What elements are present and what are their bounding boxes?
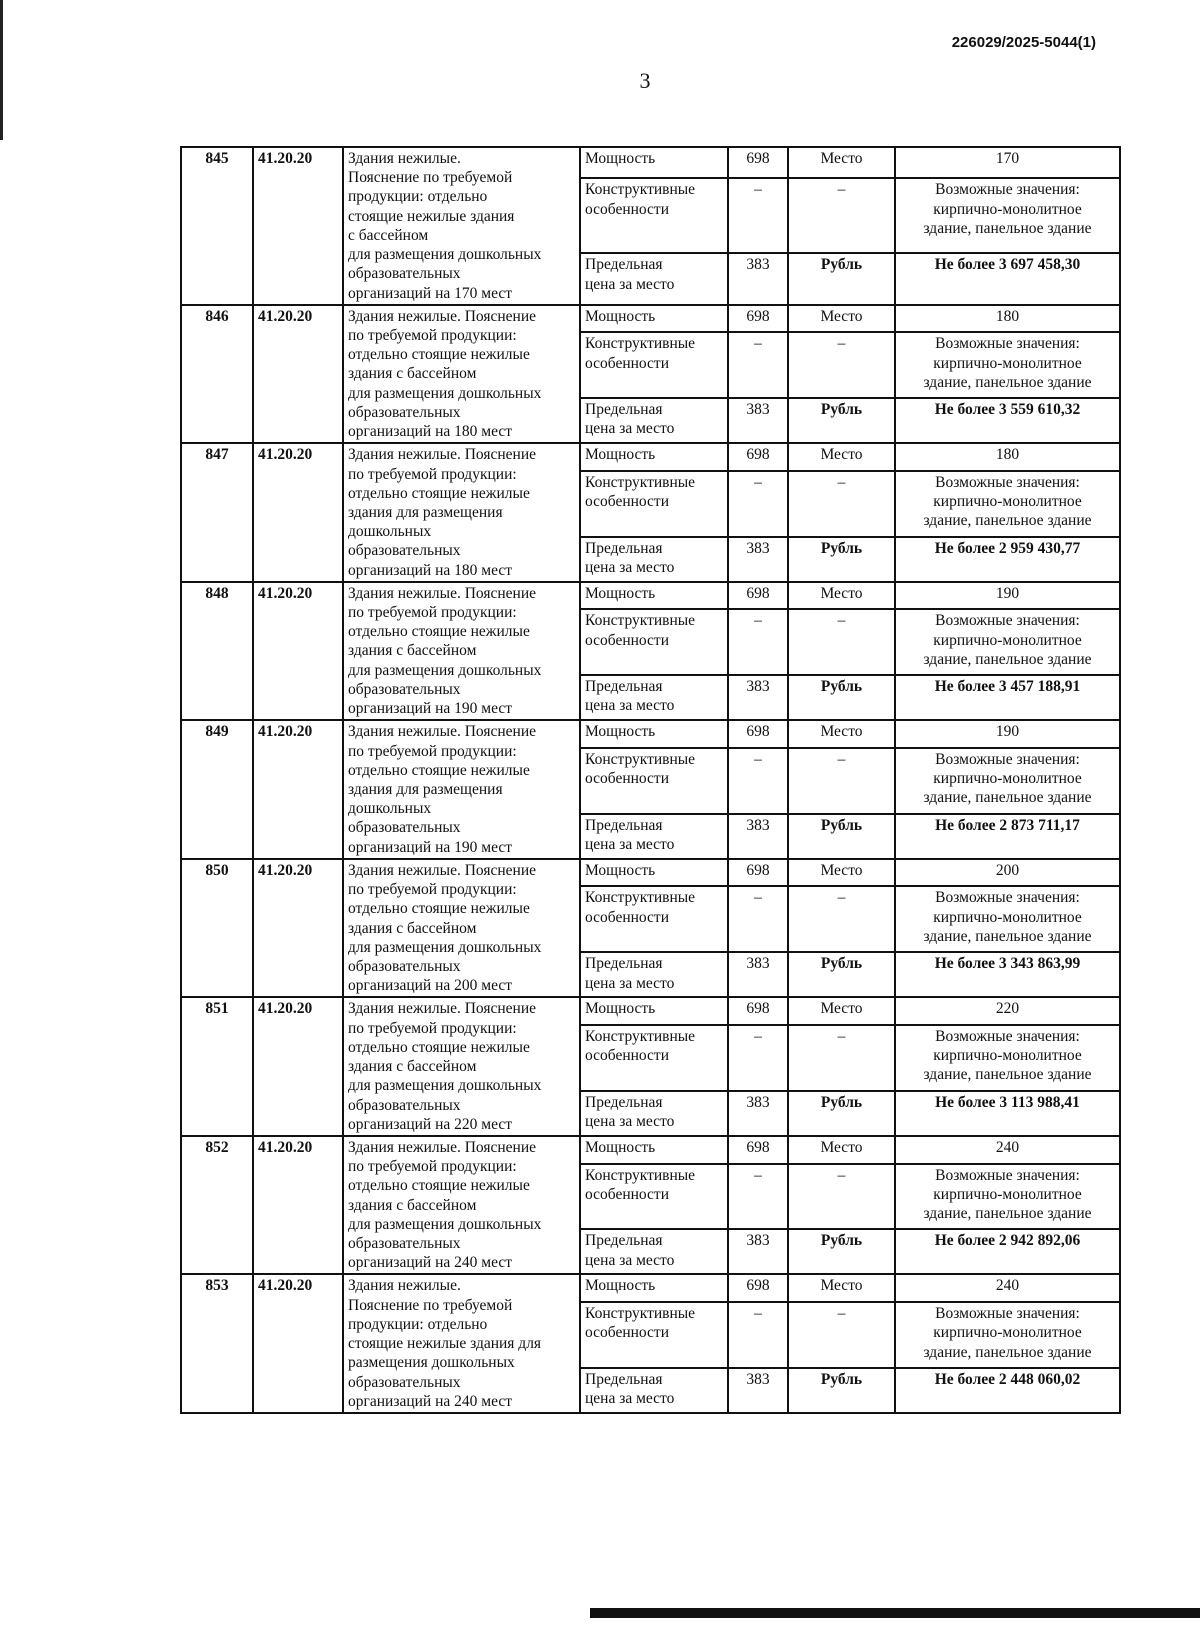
characteristic-value: Возможные значения: кирпично-монолитное здание, панельное здание: [895, 1025, 1120, 1091]
unit-code: –: [728, 886, 788, 952]
table-row: [181, 147, 1120, 178]
unit-name: Рубль: [788, 1229, 895, 1274]
characteristic-value: 180: [895, 443, 1120, 471]
okpd-code: 41.20.20: [253, 720, 343, 859]
unit-name: –: [788, 178, 895, 253]
characteristic-value: Возможные значения: кирпично-монолитное здание, панельное здание: [895, 178, 1120, 253]
unit-code: 698: [728, 305, 788, 333]
characteristic-name: Мощность: [580, 443, 728, 471]
characteristic-value: Возможные значения: кирпично-монолитное здание, панельное здание: [895, 886, 1120, 952]
characteristic-value: Не более 2 448 060,02: [895, 1368, 1120, 1413]
scan-edge-mark: [590, 1608, 1200, 1618]
product-description: Здания нежилые. Пояснение по требуемой продукции: отдельно стоящие нежилые здания с бассейном для размещения дошкольных образовательных организаций на 180 мест: [343, 305, 580, 444]
characteristic-value: 190: [895, 720, 1120, 748]
characteristic-name: Мощность: [580, 1274, 728, 1302]
characteristic-value: 180: [895, 305, 1120, 333]
unit-code: –: [728, 1164, 788, 1230]
unit-code: 383: [728, 1368, 788, 1413]
requirements-table: [180, 146, 1121, 1414]
unit-code: 383: [728, 814, 788, 859]
unit-code: –: [728, 471, 788, 537]
product-description: Здания нежилые. Пояснение по требуемой продукции: отдельно стоящие нежилые здания для размещения дошкольных образовательных организаций на 240 мест: [343, 1274, 580, 1413]
unit-code: 698: [728, 147, 788, 178]
okpd-code: 41.20.20: [253, 1136, 343, 1275]
characteristic-value: Не более 3 697 458,30: [895, 253, 1120, 304]
unit-code: 698: [728, 859, 788, 887]
characteristic-name: Мощность: [580, 859, 728, 887]
characteristic-name: Предельная цена за место: [580, 537, 728, 582]
characteristic-value: Возможные значения: кирпично-монолитное здание, панельное здание: [895, 1164, 1120, 1230]
unit-name: –: [788, 1302, 895, 1368]
okpd-code: 41.20.20: [253, 1274, 343, 1413]
characteristic-name: Предельная цена за место: [580, 952, 728, 997]
okpd-code: 41.20.20: [253, 997, 343, 1136]
characteristic-name: Конструктивные особенности: [580, 1164, 728, 1230]
unit-name: –: [788, 1025, 895, 1091]
characteristic-name: Предельная цена за место: [580, 1091, 728, 1136]
row-number: 852: [181, 1136, 253, 1275]
characteristic-name: Конструктивные особенности: [580, 178, 728, 253]
row-number: 848: [181, 582, 253, 721]
unit-name: Рубль: [788, 1368, 895, 1413]
unit-name: Место: [788, 997, 895, 1025]
product-description: Здания нежилые. Пояснение по требуемой продукции: отдельно стоящие нежилые здания с бассейном для размещения дошкольных образовательных организаций на 200 мест: [343, 859, 580, 998]
table-row: [181, 305, 1120, 333]
table-row: [181, 582, 1120, 610]
characteristic-value: Не более 2 959 430,77: [895, 537, 1120, 582]
unit-code: –: [728, 332, 788, 398]
table-row: [181, 997, 1120, 1025]
table-row: [181, 859, 1120, 887]
unit-code: 383: [728, 1091, 788, 1136]
characteristic-name: Предельная цена за место: [580, 253, 728, 304]
unit-name: Рубль: [788, 537, 895, 582]
unit-code: 698: [728, 1274, 788, 1302]
characteristic-value: Возможные значения: кирпично-монолитное здание, панельное здание: [895, 471, 1120, 537]
characteristic-name: Предельная цена за место: [580, 675, 728, 720]
unit-code: 383: [728, 253, 788, 304]
characteristic-name: Предельная цена за место: [580, 398, 728, 443]
table-row: [181, 1274, 1120, 1302]
product-description: Здания нежилые. Пояснение по требуемой продукции: отдельно стоящие нежилые здания с бассейном для размещения дошкольных образовательных организаций на 190 мест: [343, 582, 580, 721]
characteristic-value: 190: [895, 582, 1120, 610]
unit-code: 383: [728, 398, 788, 443]
product-description: Здания нежилые. Пояснение по требуемой продукции: отдельно стоящие нежилые здания с бассейном для размещения дошкольных образовательных организаций на 220 мест: [343, 997, 580, 1136]
characteristic-value: Не более 3 457 188,91: [895, 675, 1120, 720]
unit-code: 698: [728, 582, 788, 610]
row-number: 850: [181, 859, 253, 998]
characteristic-value: Возможные значения: кирпично-монолитное здание, панельное здание: [895, 332, 1120, 398]
characteristic-name: Предельная цена за место: [580, 1229, 728, 1274]
characteristic-value: Возможные значения: кирпично-монолитное здание, панельное здание: [895, 609, 1120, 675]
characteristic-name: Мощность: [580, 720, 728, 748]
unit-code: –: [728, 1302, 788, 1368]
document-id: 226029/2025-5044(1): [951, 34, 1096, 51]
characteristic-value: Возможные значения: кирпично-монолитное здание, панельное здание: [895, 1302, 1120, 1368]
row-number: 847: [181, 443, 253, 582]
row-number: 846: [181, 305, 253, 444]
unit-name: Рубль: [788, 398, 895, 443]
unit-name: Место: [788, 1136, 895, 1164]
characteristic-value: 220: [895, 997, 1120, 1025]
okpd-code: 41.20.20: [253, 443, 343, 582]
unit-name: Место: [788, 582, 895, 610]
characteristic-name: Конструктивные особенности: [580, 1302, 728, 1368]
characteristic-value: Не более 3 113 988,41: [895, 1091, 1120, 1136]
unit-name: Рубль: [788, 253, 895, 304]
unit-name: Место: [788, 720, 895, 748]
okpd-code: 41.20.20: [253, 859, 343, 998]
product-description: Здания нежилые. Пояснение по требуемой продукции: отдельно стоящие нежилые здания с бассейном для размещения дошкольных образовательных организаций на 240 мест: [343, 1136, 580, 1275]
characteristic-name: Конструктивные особенности: [580, 886, 728, 952]
unit-name: Место: [788, 1274, 895, 1302]
unit-name: –: [788, 609, 895, 675]
unit-code: 383: [728, 952, 788, 997]
table-row: [181, 443, 1120, 471]
unit-code: –: [728, 178, 788, 253]
characteristic-value: 170: [895, 147, 1120, 178]
unit-name: Рубль: [788, 1091, 895, 1136]
row-number: 851: [181, 997, 253, 1136]
unit-name: –: [788, 886, 895, 952]
characteristic-name: Мощность: [580, 305, 728, 333]
okpd-code: 41.20.20: [253, 305, 343, 444]
table-row: [181, 1136, 1120, 1164]
unit-name: Место: [788, 859, 895, 887]
characteristic-value: Не более 3 559 610,32: [895, 398, 1120, 443]
characteristic-name: Конструктивные особенности: [580, 332, 728, 398]
unit-code: 383: [728, 1229, 788, 1274]
characteristic-value: 240: [895, 1136, 1120, 1164]
characteristic-value: Не более 2 942 892,06: [895, 1229, 1120, 1274]
unit-code: –: [728, 1025, 788, 1091]
characteristic-name: Конструктивные особенности: [580, 1025, 728, 1091]
characteristic-value: Возможные значения: кирпично-монолитное здание, панельное здание: [895, 748, 1120, 814]
unit-name: –: [788, 1164, 895, 1230]
characteristic-name: Мощность: [580, 147, 728, 178]
page-number: 3: [639, 68, 651, 93]
row-number: 849: [181, 720, 253, 859]
characteristic-value: 200: [895, 859, 1120, 887]
characteristic-name: Конструктивные особенности: [580, 609, 728, 675]
product-description: Здания нежилые. Пояснение по требуемой продукции: отдельно стоящие нежилые здания для размещения дошкольных образовательных организаций на 190 мест: [343, 720, 580, 859]
row-number: 853: [181, 1274, 253, 1413]
unit-name: Место: [788, 305, 895, 333]
characteristic-value: 240: [895, 1274, 1120, 1302]
row-number: 845: [181, 147, 253, 305]
unit-name: –: [788, 748, 895, 814]
unit-code: –: [728, 609, 788, 675]
okpd-code: 41.20.20: [253, 582, 343, 721]
unit-code: 698: [728, 1136, 788, 1164]
unit-code: –: [728, 748, 788, 814]
unit-name: Место: [788, 147, 895, 178]
okpd-code: 41.20.20: [253, 147, 343, 305]
product-description: Здания нежилые. Пояснение по требуемой продукции: отдельно стоящие нежилые здания с бассейном для размещения дошкольных образовательных организаций на 170 мест: [343, 147, 580, 305]
unit-name: –: [788, 471, 895, 537]
characteristic-name: Предельная цена за место: [580, 1368, 728, 1413]
unit-name: Рубль: [788, 814, 895, 859]
unit-name: Рубль: [788, 675, 895, 720]
characteristic-value: Не более 2 873 711,17: [895, 814, 1120, 859]
characteristic-value: Не более 3 343 863,99: [895, 952, 1120, 997]
characteristic-name: Конструктивные особенности: [580, 471, 728, 537]
characteristic-name: Мощность: [580, 1136, 728, 1164]
characteristic-name: Предельная цена за место: [580, 814, 728, 859]
unit-code: 698: [728, 997, 788, 1025]
unit-code: 383: [728, 675, 788, 720]
unit-name: Место: [788, 443, 895, 471]
unit-code: 383: [728, 537, 788, 582]
requirements-table-body: [181, 147, 1120, 1413]
characteristic-name: Мощность: [580, 582, 728, 610]
product-description: Здания нежилые. Пояснение по требуемой продукции: отдельно стоящие нежилые здания для размещения дошкольных образовательных организаций на 180 мест: [343, 443, 580, 582]
unit-code: 698: [728, 443, 788, 471]
unit-code: 698: [728, 720, 788, 748]
characteristic-name: Конструктивные особенности: [580, 748, 728, 814]
characteristic-name: Мощность: [580, 997, 728, 1025]
unit-name: –: [788, 332, 895, 398]
unit-name: Рубль: [788, 952, 895, 997]
table-row: [181, 720, 1120, 748]
